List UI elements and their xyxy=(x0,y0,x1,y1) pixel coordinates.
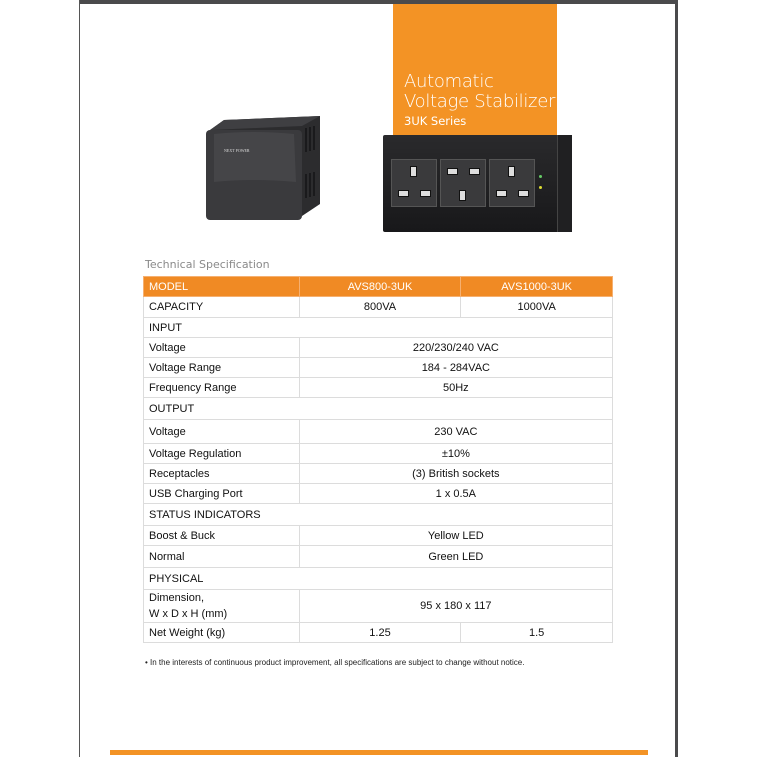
row-label: Voltage Regulation xyxy=(144,444,300,464)
row-value: 800VA xyxy=(299,297,461,318)
green-led-icon xyxy=(539,175,542,178)
section-row xyxy=(144,504,613,526)
row-value: 1.5 xyxy=(461,623,613,643)
row-label: Voltage Range xyxy=(144,358,300,378)
socket xyxy=(489,159,535,207)
title-banner xyxy=(393,4,557,136)
footnote: • In the interests of continuous product improvement, all specifications are subject to change without notice. xyxy=(145,658,525,667)
header-cell: AVS800-3UK xyxy=(299,277,461,297)
section-label: PHYSICAL xyxy=(144,568,613,590)
title-line-1: Automatic xyxy=(404,71,494,92)
row-value: Green LED xyxy=(299,546,612,568)
table-row xyxy=(144,378,613,398)
spec-table xyxy=(143,276,613,643)
spec-title: Technical Specification xyxy=(145,258,270,271)
socket xyxy=(440,159,486,207)
section-label: INPUT xyxy=(144,318,613,338)
header-cell: MODEL xyxy=(144,277,300,297)
table-header-row xyxy=(144,277,613,297)
row-value: 230 VAC xyxy=(299,420,612,444)
row-label: Boost & Buck xyxy=(144,526,300,546)
table-row xyxy=(144,297,613,318)
row-label: CAPACITY xyxy=(144,297,300,318)
row-label: Net Weight (kg) xyxy=(144,623,300,643)
row-value: 184 - 284VAC xyxy=(299,358,612,378)
row-value: ±10% xyxy=(299,444,612,464)
row-label xyxy=(144,590,300,623)
row-value: 1.25 xyxy=(299,623,461,643)
table-row xyxy=(144,464,613,484)
row-label: Frequency Range xyxy=(144,378,300,398)
row-label: Voltage xyxy=(144,420,300,444)
table-row xyxy=(144,623,613,643)
row-value: 50Hz xyxy=(299,378,612,398)
product-image xyxy=(202,112,320,224)
section-row xyxy=(144,568,613,590)
row-label: Receptacles xyxy=(144,464,300,484)
section-label: OUTPUT xyxy=(144,398,613,420)
table-row xyxy=(144,484,613,504)
dimension-label-line1: Dimension, xyxy=(149,592,205,604)
table-row xyxy=(144,590,613,623)
footer-accent-bar xyxy=(110,750,648,755)
brand-logo: NEXT POWER xyxy=(224,148,250,153)
title-line-2: Voltage Stabilizer xyxy=(404,91,556,112)
page-frame-right xyxy=(675,0,678,757)
section-row xyxy=(144,318,613,338)
row-label: USB Charging Port xyxy=(144,484,300,504)
page-frame-top xyxy=(79,0,678,4)
header-cell: AVS1000-3UK xyxy=(461,277,613,297)
table-row xyxy=(144,338,613,358)
yellow-led-icon xyxy=(539,186,542,189)
page-frame-left xyxy=(79,0,80,757)
row-value: (3) British sockets xyxy=(299,464,612,484)
section-row xyxy=(144,398,613,420)
row-value: 1 x 0.5A xyxy=(299,484,612,504)
row-value: 95 x 180 x 117 xyxy=(299,590,612,623)
table-row xyxy=(144,444,613,464)
section-label: STATUS INDICATORS xyxy=(144,504,613,526)
socket xyxy=(391,159,437,207)
row-label: Normal xyxy=(144,546,300,568)
product-title xyxy=(404,72,555,112)
row-value: 1000VA xyxy=(461,297,613,318)
row-value: Yellow LED xyxy=(299,526,612,546)
table-row xyxy=(144,420,613,444)
table-row xyxy=(144,546,613,568)
row-label: Voltage xyxy=(144,338,300,358)
row-value: 220/230/240 VAC xyxy=(299,338,612,358)
series-label: 3UK Series xyxy=(404,114,467,128)
table-row xyxy=(144,358,613,378)
dimension-label-line2: W x D x H (mm) xyxy=(149,608,228,620)
sockets-image xyxy=(383,135,572,232)
table-row xyxy=(144,526,613,546)
